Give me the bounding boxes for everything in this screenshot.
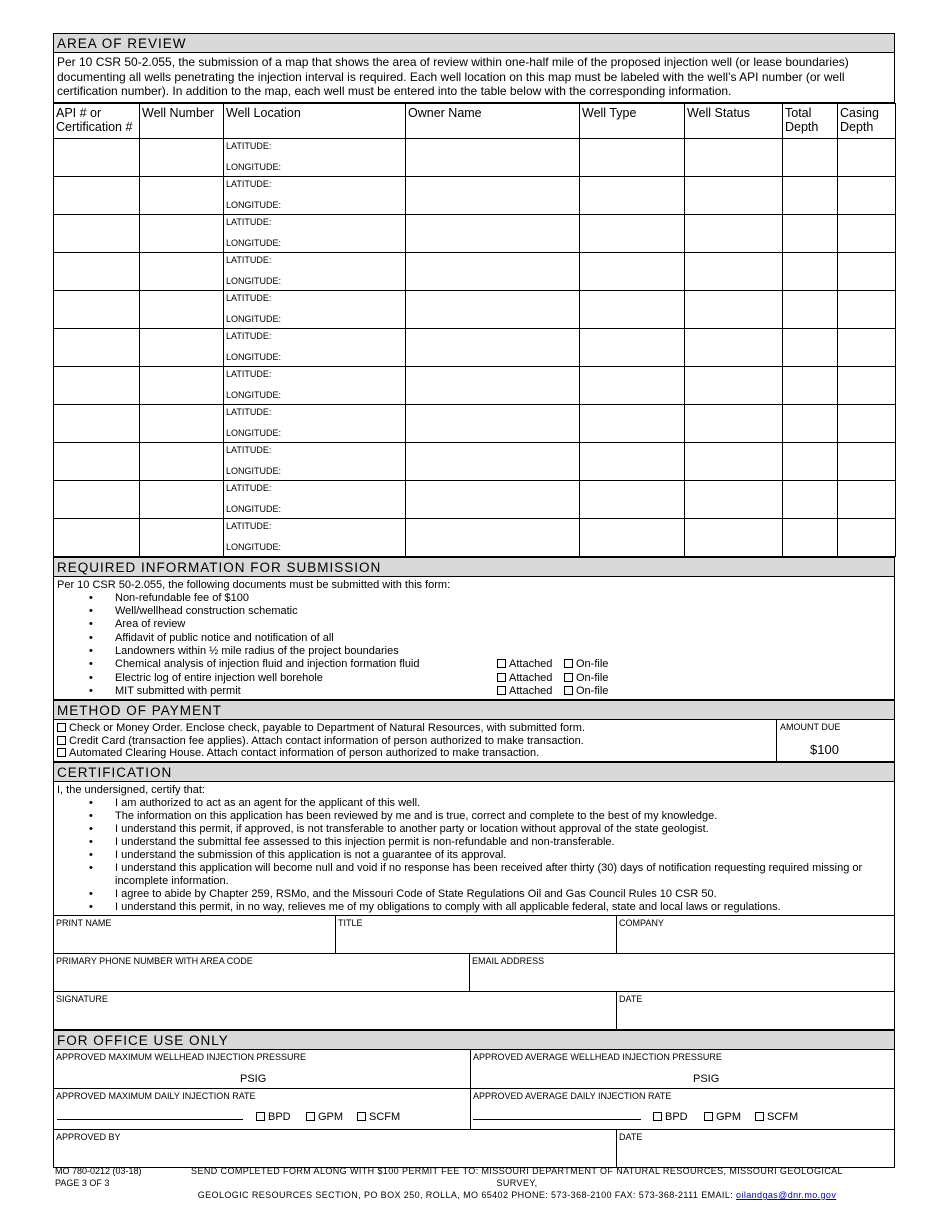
phone-field[interactable]: PRIMARY PHONE NUMBER WITH AREA CODE xyxy=(56,956,253,967)
longitude-label: LONGITUDE: xyxy=(226,503,282,514)
avg-pressure-field[interactable]: APPROVED AVERAGE WELLHEAD INJECTION PRESSURE PSIG xyxy=(470,1050,894,1088)
latitude-label: LATITUDE: xyxy=(226,178,272,189)
total-depth-cell[interactable] xyxy=(783,404,838,442)
avg-rate-scfm[interactable]: SCFM xyxy=(755,1111,798,1123)
casing-depth-cell[interactable] xyxy=(838,442,896,480)
well-row xyxy=(54,442,896,480)
latitude-label: LATITUDE: xyxy=(226,444,272,455)
credit-checkbox[interactable] xyxy=(57,736,66,745)
owner-name-cell[interactable] xyxy=(406,214,580,252)
api-cell[interactable] xyxy=(54,328,140,366)
required-items-list xyxy=(57,592,891,698)
total-depth-cell[interactable] xyxy=(783,366,838,404)
cert-row-contact xyxy=(53,954,895,992)
required-item: • Well/wellhead construction schematic xyxy=(115,605,891,618)
max-pressure-field[interactable]: APPROVED MAXIMUM WELLHEAD INJECTION PRESSURE PSIG xyxy=(56,1052,307,1086)
latitude-label: LATITUDE: xyxy=(226,520,272,531)
api-cell[interactable] xyxy=(54,518,140,556)
max-bpd-checkbox[interactable] xyxy=(256,1112,265,1121)
required-info-heading: REQUIRED INFORMATION FOR SUBMISSION xyxy=(53,557,895,577)
approved-by-field[interactable]: APPROVED BY xyxy=(56,1132,121,1143)
owner-name-cell[interactable] xyxy=(406,252,580,290)
total-depth-cell[interactable] xyxy=(783,328,838,366)
chem-attached-checkbox[interactable] xyxy=(497,659,506,668)
max-rate-scfm[interactable]: SCFM xyxy=(357,1111,400,1123)
total-depth-cell[interactable] xyxy=(783,480,838,518)
required-item: • Non-refundable fee of $100 xyxy=(115,592,891,605)
avg-gpm-checkbox[interactable] xyxy=(704,1112,713,1121)
well-status-cell[interactable] xyxy=(685,366,783,404)
api-cell[interactable] xyxy=(54,176,140,214)
api-cell[interactable] xyxy=(54,366,140,404)
date-field[interactable]: DATE xyxy=(616,992,894,1029)
area-of-review-intro: Per 10 CSR 50-2.055, the submission of a map that shows the area of review within one-half mile of the proposed injection well (or lease boundaries) documenting all wells penetrating the injection interval is required. Each well location on this map must be labeled with the well’s API number (or well certification number). In addition to the map, each well must be entered into the table below with the corresponding information. xyxy=(53,53,895,103)
required-item: • Chemical analysis of injection fluid and injection formation fluid Attached On-file xyxy=(115,658,891,671)
well-number-cell[interactable] xyxy=(140,290,224,328)
total-depth-cell[interactable] xyxy=(783,214,838,252)
api-cell[interactable] xyxy=(54,138,140,176)
required-item: • MIT submitted with permit Attached On-file xyxy=(115,685,891,698)
cert-item: • I understand the submittal fee assessed to this injection permit is non-refundable and non-transferable. xyxy=(115,836,891,849)
required-item: • Electric log of entire injection well borehole Attached On-file xyxy=(115,672,891,685)
required-item: • Area of review xyxy=(115,618,891,631)
mit-attached-checkbox[interactable] xyxy=(497,686,506,695)
payment-options xyxy=(54,720,777,761)
office-heading: FOR OFFICE USE ONLY xyxy=(53,1030,895,1050)
log-onfile-option[interactable]: On-file xyxy=(564,672,608,685)
total-depth-cell[interactable] xyxy=(783,442,838,480)
cert-item: • I agree to abide by Chapter 259, RSMo, and the Missouri Code of State Regulations Oil and Gas Council Rules 10 CSR 50. xyxy=(115,888,891,901)
well-status-cell[interactable] xyxy=(685,214,783,252)
well-row xyxy=(54,366,896,404)
api-cell[interactable] xyxy=(54,290,140,328)
payment-option-credit[interactable]: Credit Card (transaction fee applies). Attach contact information of person authorized to make transaction. xyxy=(57,735,773,748)
well-location-cell[interactable] xyxy=(224,214,406,252)
office-row-rate xyxy=(53,1089,895,1130)
longitude-label: LONGITUDE: xyxy=(226,313,282,324)
amount-due-label: AMOUNT DUE xyxy=(780,722,841,733)
company-field[interactable]: COMPANY xyxy=(616,916,894,953)
footer-line-1: SEND COMPLETED FORM ALONG WITH $100 PERMIT FEE TO: MISSOURI DEPARTMENT OF NATURAL RESOURCES, MISSOURI GEOLOGICAL SURVEY, xyxy=(191,1166,843,1188)
max-rate-bpd[interactable]: BPD xyxy=(256,1111,291,1123)
longitude-label: LONGITUDE: xyxy=(226,427,282,438)
api-cell[interactable] xyxy=(54,214,140,252)
cert-row-signature xyxy=(53,992,895,1030)
owner-name-cell[interactable] xyxy=(406,138,580,176)
well-type-cell[interactable] xyxy=(580,214,685,252)
well-number-cell[interactable] xyxy=(140,404,224,442)
amount-due-value: $100 xyxy=(810,742,839,758)
footer-mailing xyxy=(172,1165,862,1201)
max-rate-gpm[interactable]: GPM xyxy=(306,1111,343,1123)
well-row xyxy=(54,252,896,290)
office-row-approval xyxy=(53,1130,895,1168)
well-location-cell[interactable] xyxy=(224,138,406,176)
latitude-label: LATITUDE: xyxy=(226,216,272,227)
latitude-label: LATITUDE: xyxy=(226,406,272,417)
office-date-field[interactable]: DATE xyxy=(616,1130,894,1167)
payment-option-check[interactable]: Check or Money Order. Enclose check, payable to Department of Natural Resources, with submitted form. xyxy=(57,722,773,735)
casing-depth-cell[interactable] xyxy=(838,214,896,252)
well-status-cell[interactable] xyxy=(685,290,783,328)
latitude-label: LATITUDE: xyxy=(226,330,272,341)
avg-scfm-checkbox[interactable] xyxy=(755,1112,764,1121)
log-attached-option[interactable]: Attached xyxy=(497,672,552,685)
longitude-label: LONGITUDE: xyxy=(226,275,282,286)
well-row xyxy=(54,138,896,176)
mit-onfile-option[interactable]: On-file xyxy=(564,685,608,698)
total-depth-cell[interactable] xyxy=(783,290,838,328)
col-well-status: Well Status xyxy=(685,103,783,138)
casing-depth-cell[interactable] xyxy=(838,176,896,214)
well-status-cell[interactable] xyxy=(685,404,783,442)
well-type-cell[interactable] xyxy=(580,290,685,328)
page-number: PAGE 3 OF 3 xyxy=(55,1178,110,1188)
well-row xyxy=(54,328,896,366)
required-item: • Affidavit of public notice and notification of all xyxy=(115,632,891,645)
well-status-cell[interactable] xyxy=(685,252,783,290)
required-info-body xyxy=(53,577,895,701)
cert-row-name xyxy=(53,916,895,954)
owner-name-cell[interactable] xyxy=(406,480,580,518)
well-number-cell[interactable] xyxy=(140,252,224,290)
wells-header-row xyxy=(54,103,896,138)
longitude-label: LONGITUDE: xyxy=(226,465,282,476)
footer-line-2: GEOLOGIC RESOURCES SECTION, PO BOX 250, ROLLA, MO 65402 PHONE: 573-368-2100 FAX: 573-368-2111 EMAIL: oilandgas@dnr.mo.gov xyxy=(197,1190,837,1200)
api-cell[interactable] xyxy=(54,480,140,518)
well-location-cell[interactable] xyxy=(224,404,406,442)
ach-checkbox[interactable] xyxy=(57,748,66,757)
col-total-depth: Total Depth xyxy=(783,103,838,138)
well-number-cell[interactable] xyxy=(140,176,224,214)
longitude-label: LONGITUDE: xyxy=(226,199,282,210)
avg-pressure-unit: PSIG xyxy=(693,1073,720,1086)
api-cell[interactable] xyxy=(54,252,140,290)
casing-depth-cell[interactable] xyxy=(838,518,896,556)
chem-attached-option[interactable]: Attached xyxy=(497,658,552,671)
well-type-cell[interactable] xyxy=(580,442,685,480)
payment-option-ach[interactable]: Automated Clearing House. Attach contact information of person authorized to make transaction. xyxy=(57,747,773,760)
signature-field[interactable]: SIGNATURE xyxy=(56,994,108,1005)
log-attached-checkbox[interactable] xyxy=(497,673,506,682)
max-pressure-unit: PSIG xyxy=(240,1073,267,1086)
well-type-cell[interactable] xyxy=(580,176,685,214)
total-depth-cell[interactable] xyxy=(783,518,838,556)
col-well-location: Well Location xyxy=(224,103,406,138)
well-status-cell[interactable] xyxy=(685,328,783,366)
payment-heading: METHOD OF PAYMENT xyxy=(53,700,895,720)
well-number-cell[interactable] xyxy=(140,138,224,176)
footer-email-link[interactable]: oilandgas@dnr.mo.gov xyxy=(736,1190,837,1200)
col-well-type: Well Type xyxy=(580,103,685,138)
owner-name-cell[interactable] xyxy=(406,366,580,404)
col-api: API # or Certification # xyxy=(54,103,140,138)
required-item: • Landowners within ½ mile radius of the project boundaries xyxy=(115,645,891,658)
well-location-cell[interactable] xyxy=(224,176,406,214)
well-row xyxy=(54,176,896,214)
total-depth-cell[interactable] xyxy=(783,176,838,214)
casing-depth-cell[interactable] xyxy=(838,290,896,328)
chem-onfile-option[interactable]: On-file xyxy=(564,658,608,671)
max-rate-field[interactable]: APPROVED MAXIMUM DAILY INJECTION RATE BPD GPM SCFM xyxy=(56,1091,401,1124)
email-field[interactable]: EMAIL ADDRESS xyxy=(469,954,894,991)
well-type-cell[interactable] xyxy=(580,366,685,404)
total-depth-cell[interactable] xyxy=(783,138,838,176)
mit-onfile-checkbox[interactable] xyxy=(564,686,573,695)
casing-depth-cell[interactable] xyxy=(838,366,896,404)
well-type-cell[interactable] xyxy=(580,480,685,518)
longitude-label: LONGITUDE: xyxy=(226,237,282,248)
office-row-pressure xyxy=(53,1050,895,1089)
certification-body xyxy=(53,782,895,916)
well-location-cell[interactable] xyxy=(224,518,406,556)
well-type-cell[interactable] xyxy=(580,404,685,442)
chem-onfile-checkbox[interactable] xyxy=(564,659,573,668)
mit-attached-option[interactable]: Attached xyxy=(497,685,552,698)
owner-name-cell[interactable] xyxy=(406,328,580,366)
owner-name-cell[interactable] xyxy=(406,404,580,442)
well-number-cell[interactable] xyxy=(140,328,224,366)
cert-item: • I am authorized to act as an agent for the applicant of this well. xyxy=(115,797,891,810)
casing-depth-cell[interactable] xyxy=(838,252,896,290)
well-number-cell[interactable] xyxy=(140,480,224,518)
max-rate-line[interactable] xyxy=(57,1119,243,1120)
well-location-cell[interactable] xyxy=(224,252,406,290)
well-number-cell[interactable] xyxy=(140,518,224,556)
avg-bpd-checkbox[interactable] xyxy=(653,1112,662,1121)
payment-body xyxy=(53,720,895,762)
well-row xyxy=(54,214,896,252)
well-status-cell[interactable] xyxy=(685,176,783,214)
latitude-label: LATITUDE: xyxy=(226,482,272,493)
longitude-label: LONGITUDE: xyxy=(226,541,282,552)
owner-name-cell[interactable] xyxy=(406,518,580,556)
total-depth-cell[interactable] xyxy=(783,252,838,290)
col-casing-depth: Casing Depth xyxy=(838,103,896,138)
casing-depth-cell[interactable] xyxy=(838,404,896,442)
casing-depth-cell[interactable] xyxy=(838,328,896,366)
cert-item: • I understand this application will become null and void if no response has been received after thirty (30) days of notification requesting required missing or incomplete information. xyxy=(115,862,891,888)
longitude-label: LONGITUDE: xyxy=(226,351,282,362)
cert-item: • The information on this application has been reviewed by me and is true, correct and complete to the best of my knowledge. xyxy=(115,810,891,823)
check-checkbox[interactable] xyxy=(57,723,66,732)
wells-table xyxy=(53,103,896,557)
avg-rate-field[interactable]: APPROVED AVERAGE DAILY INJECTION RATE BPD GPM SCFM xyxy=(470,1089,894,1129)
well-status-cell[interactable] xyxy=(685,518,783,556)
form-page xyxy=(53,33,895,1168)
well-type-cell[interactable] xyxy=(580,138,685,176)
avg-rate-bpd[interactable]: BPD xyxy=(653,1111,688,1123)
title-field[interactable]: TITLE xyxy=(335,916,616,953)
well-row xyxy=(54,480,896,518)
well-number-cell[interactable] xyxy=(140,214,224,252)
certification-intro: I, the undersigned, certify that: xyxy=(57,784,205,797)
footer-left xyxy=(55,1165,142,1189)
well-row xyxy=(54,404,896,442)
latitude-label: LATITUDE: xyxy=(226,254,272,265)
cert-item: • I understand this permit, in no way, relieves me of my obligations to comply with all applicable federal, state and local laws or regulations. xyxy=(115,901,891,914)
col-owner-name: Owner Name xyxy=(406,103,580,138)
well-status-cell[interactable] xyxy=(685,138,783,176)
well-status-cell[interactable] xyxy=(685,442,783,480)
api-cell[interactable] xyxy=(54,442,140,480)
well-number-cell[interactable] xyxy=(140,442,224,480)
casing-depth-cell[interactable] xyxy=(838,138,896,176)
latitude-label: LATITUDE: xyxy=(226,292,272,303)
well-type-cell[interactable] xyxy=(580,328,685,366)
print-name-field[interactable]: PRINT NAME xyxy=(56,918,112,929)
col-well-number: Well Number xyxy=(140,103,224,138)
longitude-label: LONGITUDE: xyxy=(226,389,282,400)
form-number: MO 780-0212 (03-18) xyxy=(55,1166,142,1176)
well-location-cell[interactable] xyxy=(224,290,406,328)
owner-name-cell[interactable] xyxy=(406,442,580,480)
well-status-cell[interactable] xyxy=(685,480,783,518)
latitude-label: LATITUDE: xyxy=(226,140,272,151)
well-number-cell[interactable] xyxy=(140,366,224,404)
well-row xyxy=(54,290,896,328)
well-location-cell[interactable] xyxy=(224,366,406,404)
well-location-cell[interactable] xyxy=(224,480,406,518)
owner-name-cell[interactable] xyxy=(406,290,580,328)
well-location-cell[interactable] xyxy=(224,442,406,480)
well-type-cell[interactable] xyxy=(580,518,685,556)
latitude-label: LATITUDE: xyxy=(226,368,272,379)
avg-rate-line[interactable] xyxy=(473,1119,641,1120)
well-location-cell[interactable] xyxy=(224,328,406,366)
casing-depth-cell[interactable] xyxy=(838,480,896,518)
well-row xyxy=(54,518,896,556)
cert-item: • I understand this permit, if approved, is not transferable to another party or location without approval of the state geologist. xyxy=(115,823,891,836)
area-of-review-heading: AREA OF REVIEW xyxy=(53,33,895,53)
certification-heading: CERTIFICATION xyxy=(53,762,895,782)
certification-list xyxy=(57,797,891,914)
log-onfile-checkbox[interactable] xyxy=(564,673,573,682)
well-type-cell[interactable] xyxy=(580,252,685,290)
max-gpm-checkbox[interactable] xyxy=(306,1112,315,1121)
longitude-label: LONGITUDE: xyxy=(226,161,282,172)
amount-due-cell xyxy=(777,720,894,761)
api-cell[interactable] xyxy=(54,404,140,442)
cert-item: • I understand the submission of this application is not a guarantee of its approval. xyxy=(115,849,891,862)
max-scfm-checkbox[interactable] xyxy=(357,1112,366,1121)
required-info-intro: Per 10 CSR 50-2.055, the following documents must be submitted with this form: xyxy=(57,578,451,591)
avg-rate-gpm[interactable]: GPM xyxy=(704,1111,741,1123)
owner-name-cell[interactable] xyxy=(406,176,580,214)
